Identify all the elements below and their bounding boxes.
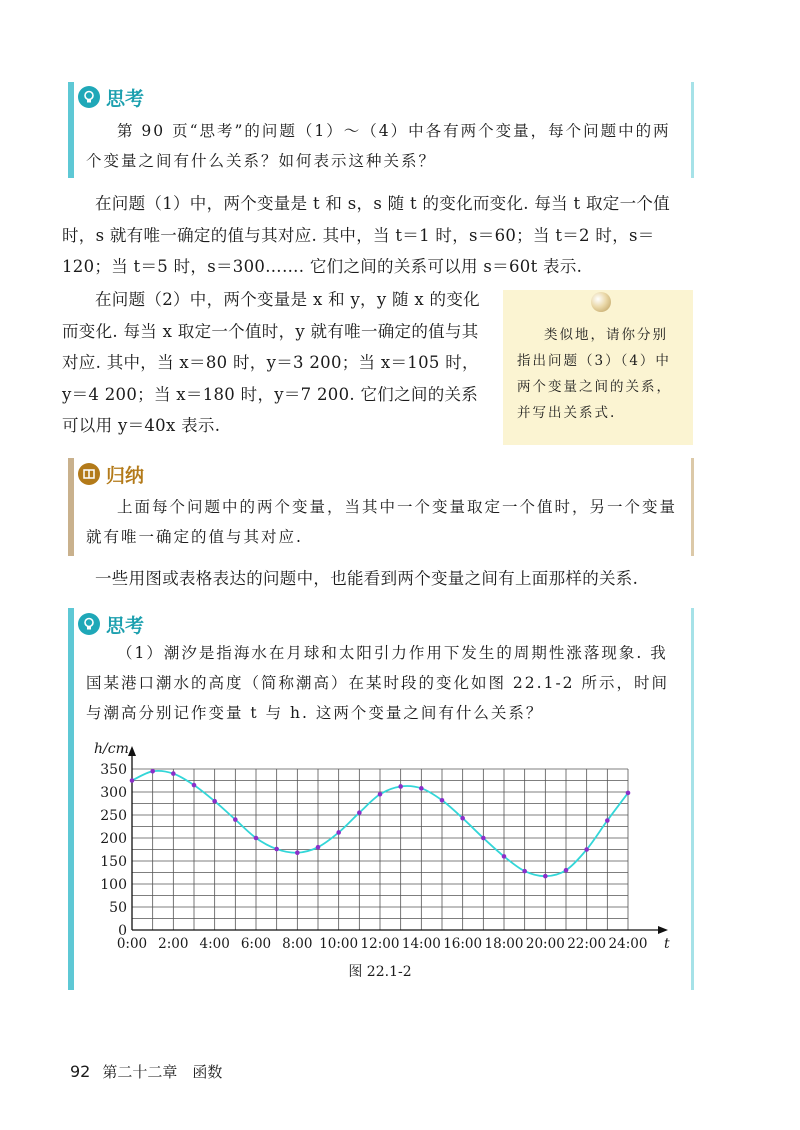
side-note-text: 类似地，请你分别指出问题（3）（4）中两个变量之间的关系，并写出关系式. [517,327,672,421]
think-box-text: 第 90 页“思考”的问题（1）～（4）中各有两个变量，每个问题中的两个变量之间有什么关系？如何表示这种关系？ [86,122,671,170]
paragraph-1: 在问题（1）中，两个变量是 t 和 s，s 随 t 的变化而变化. 每当 t 取定一个值时，s 就有唯一确定的值与其对应. 其中，当 t＝1 时，s＝60；当 t＝2 时，s＝120；当 t＝5 时，s＝300……. 它们之间的关系可以用 s＝60t 表示. [62,194,670,276]
data-point [564,868,569,873]
data-point [254,836,259,841]
x-tick-label: 20:00 [525,936,565,952]
summary-box-text: 上面每个问题中的两个变量，当其中一个变量取定一个值时，另一个变量就有唯一确定的值与其对应. [86,498,678,546]
x-tick-label: 24:00 [608,936,648,952]
data-point [502,854,507,859]
data-point [543,874,548,879]
x-tick-label: 2:00 [158,936,189,952]
y-axis-label: h/cm [94,741,129,757]
page-number: 92 [70,1062,91,1081]
summary-box-title: 归纳 [106,464,145,487]
data-point [192,783,197,788]
y-tick-label: 250 [100,808,127,824]
x-axis-arrow [658,926,668,934]
y-tick-label: 200 [100,831,127,847]
data-point [295,850,300,855]
y-tick-label: 100 [100,877,127,893]
data-point [440,798,445,803]
data-point [626,791,631,796]
page-footer [70,1061,222,1082]
data-point [212,799,217,804]
data-point [481,836,486,841]
data-point [316,845,321,850]
data-point [584,847,589,852]
x-tick-label: 6:00 [240,936,272,952]
y-tick-label: 50 [109,900,127,916]
x-tick-label: 12:00 [360,936,400,952]
data-point [460,816,465,821]
paragraph-3: 一些用图或表格表达的问题中，也能看到两个变量之间有上面那样的关系. [95,569,639,588]
data-point [605,818,610,823]
think-box-title: 思考 [106,614,145,637]
x-tick-label: 4:00 [199,936,230,952]
x-tick-label: 18:00 [484,936,524,952]
x-tick-label: 14:00 [401,936,441,952]
paragraph-2: 在问题（2）中，两个变量是 x 和 y，y 随 x 的变化而变化. 每当 x 取定一个值时，y 就有唯一确定的值与其对应. 其中，当 x＝80 时，y＝3 200；当 x＝105 时，y＝4 200；当 x＝180 时，y＝7 200. 它们之间的关系可以用 y＝40x 表示. [62,290,480,435]
data-point [378,792,383,797]
x-tick-label: 10:00 [319,936,359,952]
data-point [130,778,135,783]
data-point [522,869,527,874]
data-point [150,769,155,774]
y-tick-label: 350 [100,762,127,778]
chapter-title: 第二十二章 函数 [102,1063,223,1081]
think-box-title: 思考 [106,87,145,110]
chart-caption: 图 22.1-2 [348,964,412,980]
x-tick-label: 16:00 [443,936,483,952]
data-point [274,847,279,852]
data-point [357,810,362,815]
y-tick-label: 150 [100,854,127,870]
y-tick-label: 0 [118,923,127,939]
data-point [419,786,424,791]
x-axis-label: t [664,936,670,952]
data-point [398,784,403,789]
x-tick-label: 22:00 [567,936,607,952]
x-tick-label: 8:00 [282,936,313,952]
think-box-text: （1）潮汐是指海水在月球和太阳引力作用下发生的周期性涨落现象. 我国某港口潮水的高度（简称潮高）在某时段的变化如图 22.1-2 所示，时间与潮高分别记作变量 t 与 h. 这两个变量之间有什么关系？ [86,644,669,722]
y-tick-label: 300 [100,785,127,801]
data-point [336,830,341,835]
data-point [233,817,238,822]
x-tick-label: 0:00 [116,936,148,952]
data-point [171,771,176,776]
y-axis-arrow [128,746,136,756]
